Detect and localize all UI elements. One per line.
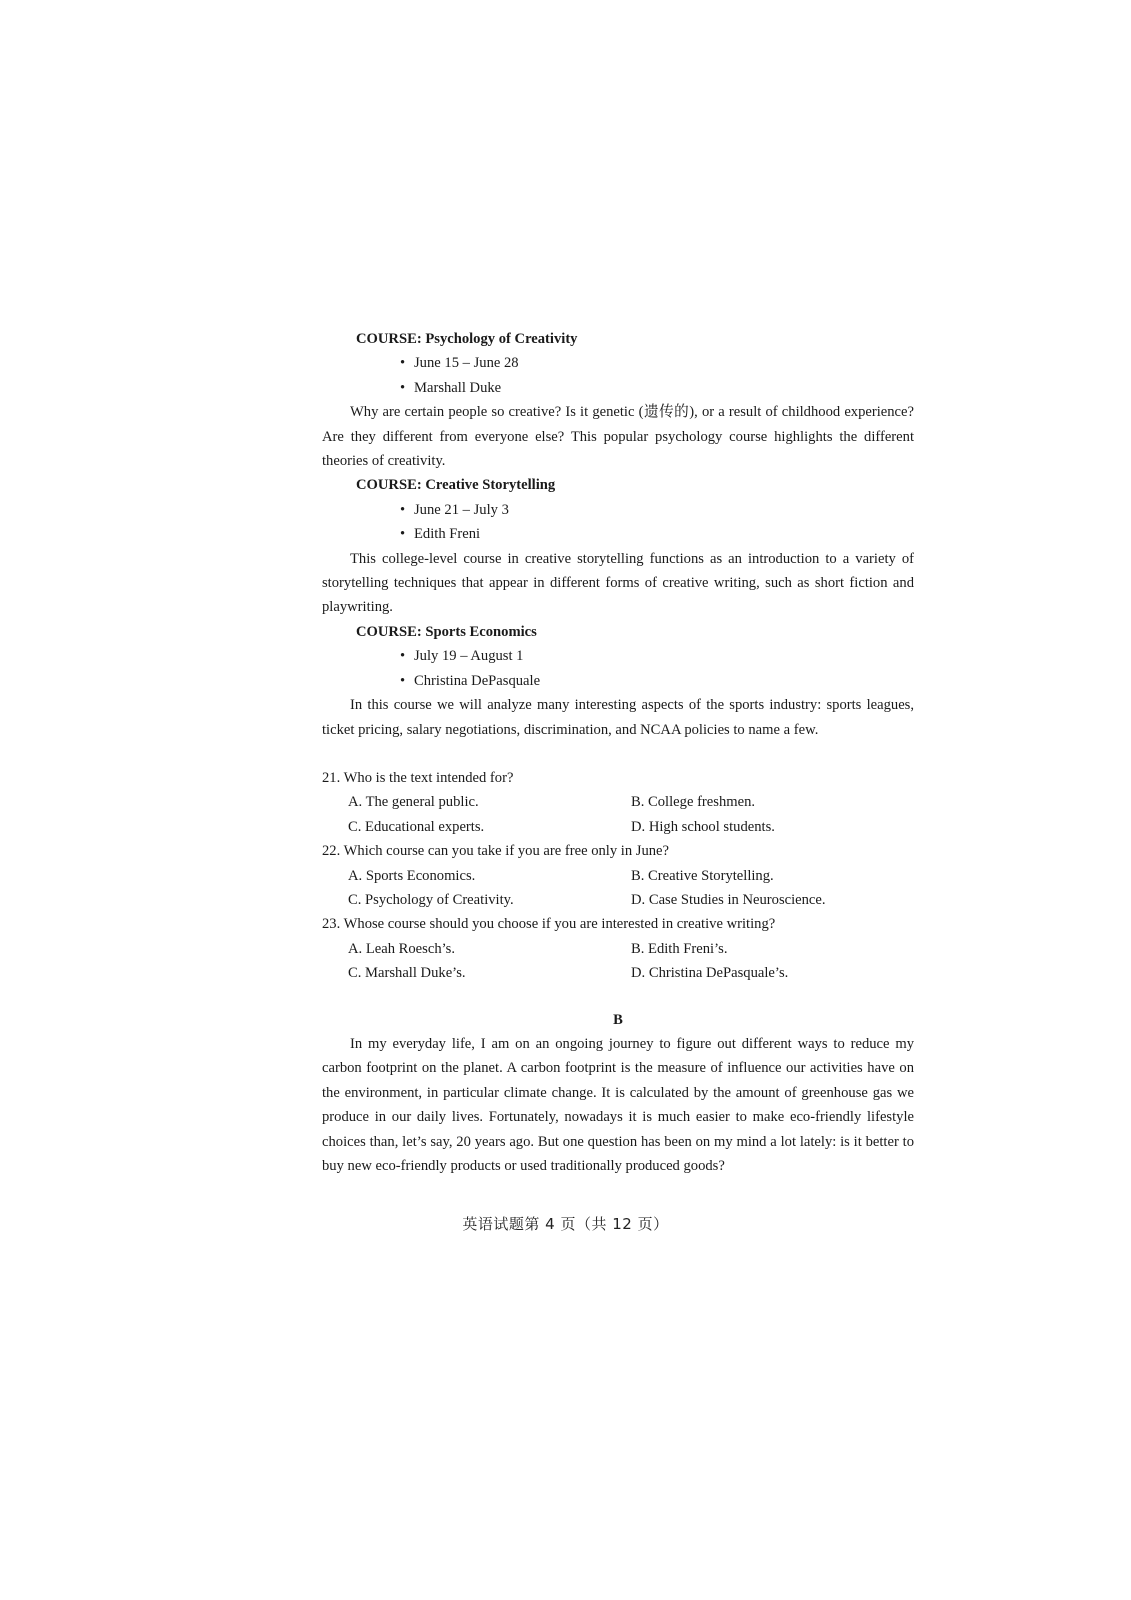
course-description: In this course we will analyze many interesting aspects of the sports industry: sports leagues, ticket pricing, salary negotiations, discrimination, and NCAA policies to name a few. [322,697,914,738]
bullet-icon: • [400,648,406,665]
course-instructor [400,522,914,546]
bullet-icon: • [400,501,406,518]
option-row [322,888,914,912]
answer-option[interactable]: D. Christina DePasquale’s. [631,965,789,982]
course-instructor-text: Marshall Duke [414,379,502,396]
course-instructor-text: Christina DePasquale [414,672,541,689]
question-stem: 23. Whose course should you choose if you are interested in creative writing? [322,916,776,933]
course-block [322,620,914,742]
question-item [322,839,914,912]
answer-option[interactable]: A. Leah Roesch’s. [348,940,455,957]
course-dates [400,644,914,668]
course-label: COURSE: [356,623,422,640]
course-details [322,644,914,693]
option-row [322,961,914,985]
bullet-icon: • [400,379,406,396]
course-instructor-text: Edith Freni [414,526,481,543]
answer-option[interactable]: A. Sports Economics. [348,867,476,884]
section-heading: B [613,1011,623,1028]
bullet-icon: • [400,355,406,372]
question-list [322,766,914,986]
option-row [322,864,914,888]
course-dates [400,498,914,522]
course-name: Psychology of Creativity [425,331,578,347]
course-label: COURSE: [356,331,422,347]
course-dates-text: July 19 – August 1 [414,648,524,665]
answer-option[interactable]: C. Marshall Duke’s. [348,965,466,982]
answer-option[interactable]: D. High school students. [631,818,775,835]
course-dates-text: June 21 – July 3 [414,501,509,518]
course-details [322,351,914,400]
reading-passage: In my everyday life, I am on an ongoing journey to figure out different ways to reduce my carbon footprint on the planet. A carbon footprint is the measure of influence our activities have on the environment, in particular climate change. It is calculated by the amount of greenhouse gas we produce in our daily lives. Fortunately, nowadays it is much easier to make eco-friendly lifestyle choices than, let’s say, 20 years ago. But one question has been on my mind a lot lately: is it better to buy new eco-friendly products or used traditionally produced goods? [322,1035,914,1174]
course-title [322,473,914,497]
page-footer: 英语试题第 4 页（共 12 页） [462,1215,669,1233]
option-row [322,815,914,839]
course-title [322,620,914,644]
answer-option[interactable]: C. Educational experts. [348,818,485,835]
question-item [322,912,914,985]
course-description: This college-level course in creative storytelling functions as an introduction to a variety of storytelling techniques that appear in different forms of creative writing, such as short fiction and playwriting. [322,550,914,616]
course-block [322,473,914,619]
answer-option[interactable]: B. Creative Storytelling. [631,867,774,884]
exam-page-content [322,327,914,1178]
question-stem: 22. Which course can you take if you are free only in June? [322,843,670,860]
course-label: COURSE: [356,477,422,494]
option-row [322,937,914,961]
answer-option[interactable]: D. Case Studies in Neuroscience. [631,891,826,908]
course-details [322,498,914,547]
answer-option[interactable]: B. College freshmen. [631,794,756,811]
course-description: Why are certain people so creative? Is it genetic (遗传的), or a result of childhood experience? Are they different from everyone else? This popular psychology course highlights the different theories of creativity. [322,404,914,470]
course-dates [400,351,914,375]
course-dates-text: June 15 – June 28 [414,355,519,372]
course-title [322,327,914,351]
option-row [322,790,914,814]
bullet-icon: • [400,526,406,543]
course-instructor [400,669,914,693]
answer-option[interactable]: C. Psychology of Creativity. [348,891,514,908]
course-name: Sports Economics [425,623,537,640]
course-instructor [400,376,914,400]
course-name: Creative Storytelling [425,477,556,494]
answer-option[interactable]: A. The general public. [348,794,479,811]
answer-option[interactable]: B. Edith Freni’s. [631,940,728,957]
course-block [322,327,914,473]
question-stem: 21. Who is the text intended for? [322,769,514,786]
question-item [322,766,914,839]
bullet-icon: • [400,672,406,689]
